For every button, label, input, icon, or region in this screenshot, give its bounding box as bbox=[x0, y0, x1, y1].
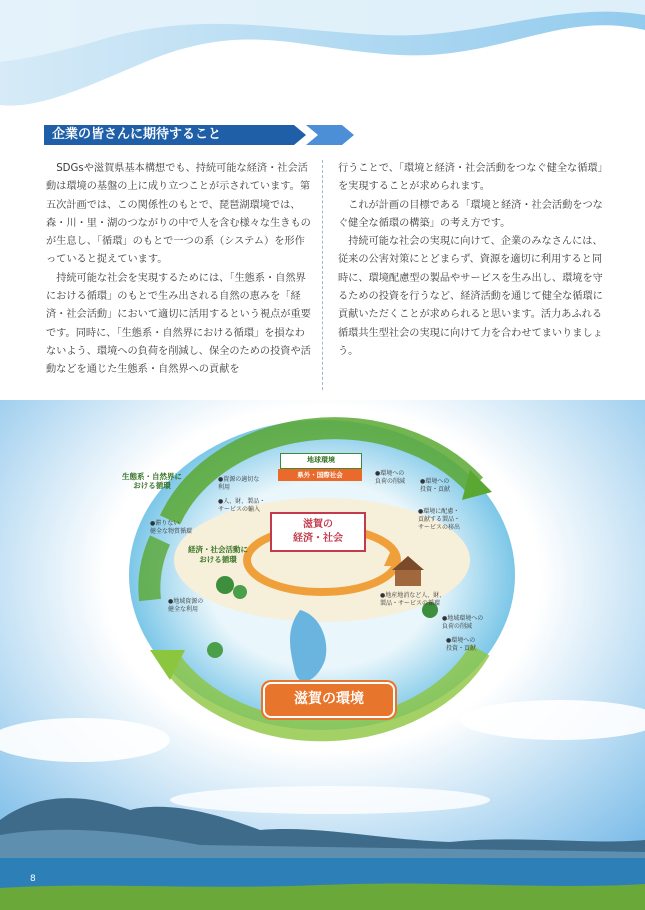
section-heading: 企業の皆さんに期待すること bbox=[52, 127, 222, 142]
annotation: ●環境に配慮・ 貢献する製品・ サービスの移出 bbox=[418, 508, 461, 531]
column-divider bbox=[322, 160, 323, 390]
body-paragraph: 持続可能な社会の実現に向けて、企業のみなさんには、従来の公害対策にとどまらず、資源を適切に利用すると同時に、環境配慮型の製品やサービスを生み出し、環境を守るための投資を行うなど、経済活動を通じて健全な循環に貢献いただくことが求められると思います。活力あふれる循環共生型社会の実現に向けて力を合わせてまいりましょう。 bbox=[338, 236, 603, 357]
shiga-environment-banner: 滋賀の環境 bbox=[263, 682, 395, 718]
body-paragraph: SDGsや滋賀県基本構想でも、持続可能な経済・社会活動は環境の基盤の上に成り立つことが示されています。第五次計画では、この関係性のもとで、琵琶湖環境では、森・川・里・湖のつながりの中で人を含む様々な生きものが生息し、「循環」のもとで一つの系（システム）を形作っていると捉えています。 bbox=[46, 163, 311, 266]
ecosystem-cycle-label: 生態系・自然界に おける循環 bbox=[122, 472, 182, 490]
economic-cycle-label: 経済・社会活動に おける循環 bbox=[188, 545, 248, 564]
annotation: ●資源の適切な 利用 bbox=[218, 476, 260, 491]
annotation: ●環境への 投資・貢献 bbox=[446, 637, 477, 652]
annotation: ●地域資源の 健全な利用 bbox=[168, 598, 204, 613]
page-number: 8 bbox=[30, 874, 36, 884]
right-column bbox=[338, 160, 605, 361]
shiga-economy-society-box bbox=[270, 512, 366, 552]
annotation: ●環境への 負荷の削減 bbox=[375, 470, 406, 485]
annotation: ●人、財、製品・ サービスの輸入 bbox=[218, 498, 266, 513]
body-paragraph: これが計画の目標である「環境と経済・社会活動をつなぐ健全な循環の構築」の考え方です。 bbox=[338, 199, 603, 229]
left-column bbox=[46, 160, 313, 380]
annotation: ●地域環境への 負荷の削減 bbox=[442, 615, 484, 630]
external-society-label: 県外・国際社会 bbox=[278, 469, 362, 481]
center-label-line1: 滋賀の bbox=[303, 519, 333, 530]
center-label-line2: 経済・社会 bbox=[293, 533, 343, 544]
body-paragraph: 行うことで、「環境と経済・社会活動をつなぐ健全な循環」を実現することが求められます。 bbox=[338, 163, 603, 193]
earth-environment-label: 地球環境 bbox=[280, 453, 362, 469]
body-paragraph: 持続可能な社会を実現するためには、「生態系・自然界における循環」のもとで生み出される自然の恵みを「経済・社会活動」において適切に活用するという視点が重要です。同時に、「生態系・自然界における循環」を損なわないよう、環境への負荷を削減し、保全のための投資や活動などを通じた生態系・自然界への貢献を bbox=[46, 272, 311, 376]
annotation: ●環境への 投資・貢献 bbox=[420, 478, 451, 493]
annotation: ●地産地消など人、財、 製品・サービスの循環 bbox=[380, 592, 446, 607]
top-wave-decoration bbox=[0, 0, 645, 110]
annotation: ●滞りない 健全な物質循環 bbox=[150, 520, 193, 535]
